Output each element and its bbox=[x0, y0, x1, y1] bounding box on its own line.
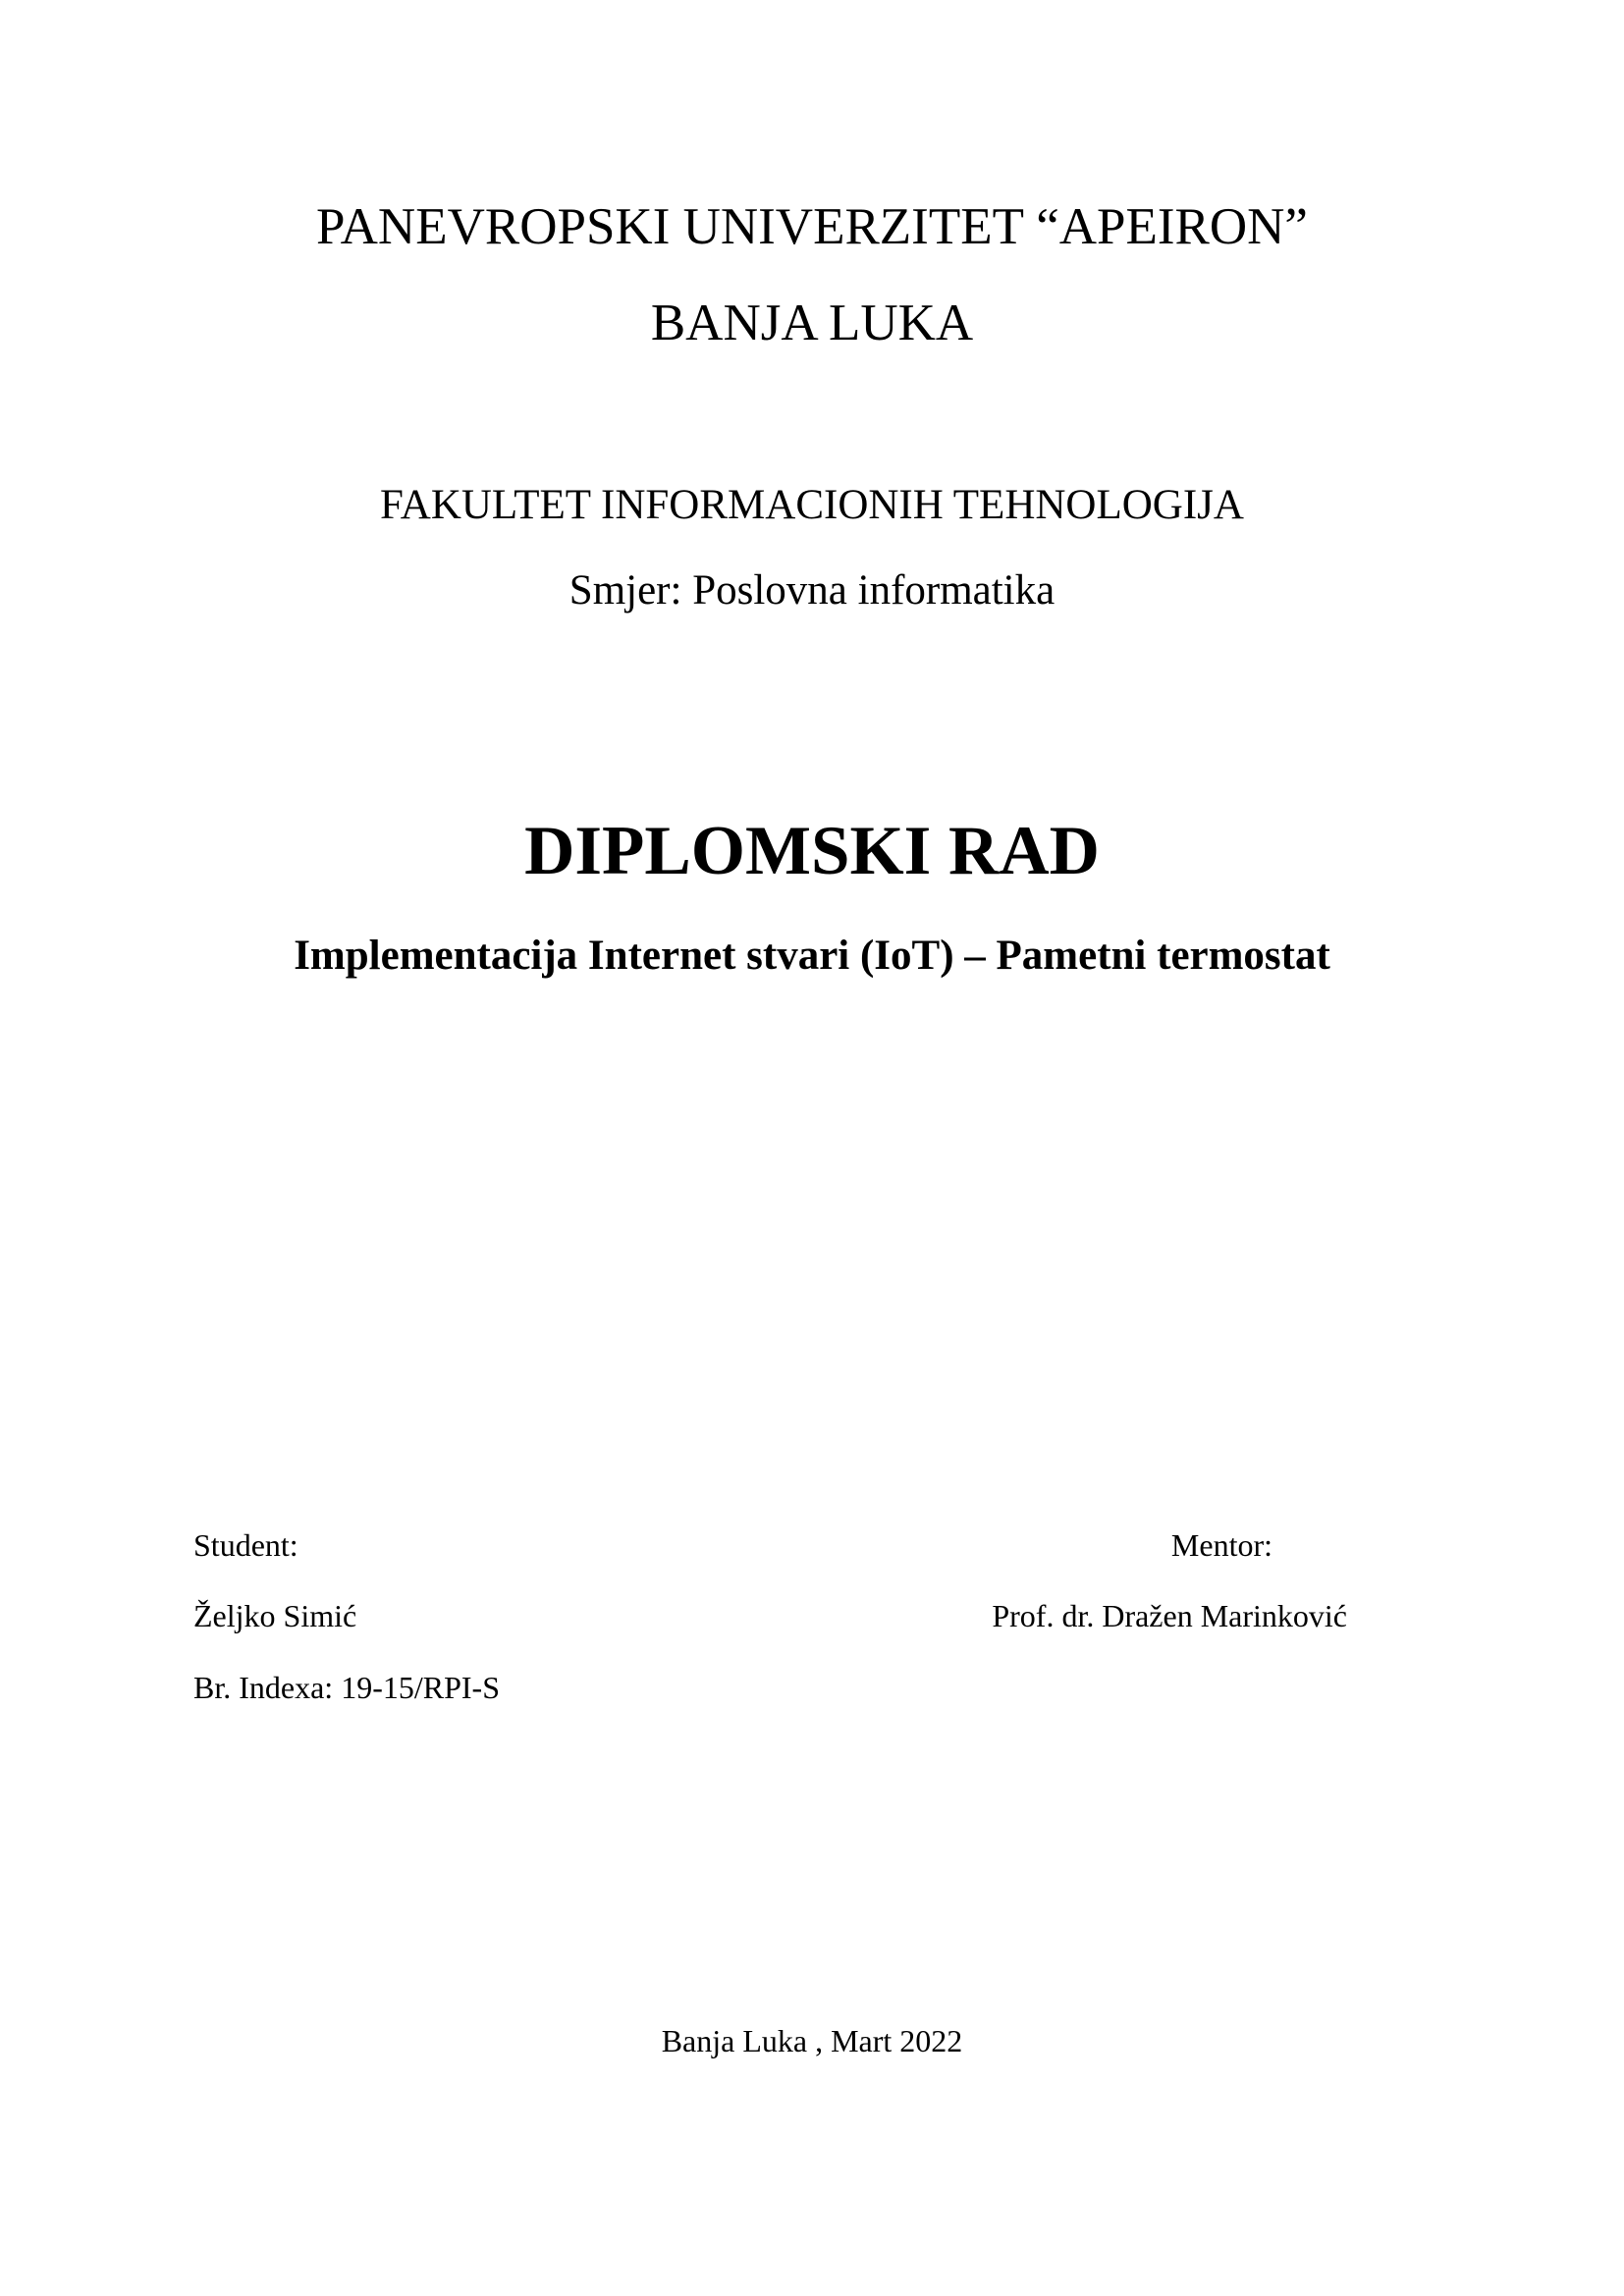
student-label: Student: bbox=[193, 1527, 298, 1563]
thesis-title: Implementacija Internet stvari (IoT) – Pametni termostat bbox=[294, 933, 1330, 979]
mentor-name: Prof. dr. Dražen Marinković bbox=[992, 1598, 1347, 1633]
mentor-label: Mentor: bbox=[1170, 1527, 1272, 1563]
student-name: Željko Simić bbox=[193, 1598, 357, 1633]
university-city: BANJA LUKA bbox=[650, 294, 974, 351]
document-type-heading: DIPLOMSKI RAD bbox=[524, 813, 1100, 889]
place-and-date: Banja Luka , Mart 2022 bbox=[661, 2023, 963, 2058]
student-index-number: Br. Indexa: 19-15/RPI-S bbox=[193, 1670, 500, 1705]
faculty-name: FAKULTET INFORMACIONIH TEHNOLOGIJA bbox=[380, 482, 1244, 528]
university-name: PANEVROPSKI UNIVERZITET “APEIRON” bbox=[316, 198, 1308, 255]
study-direction: Smjer: Poslovna informatika bbox=[568, 567, 1056, 614]
